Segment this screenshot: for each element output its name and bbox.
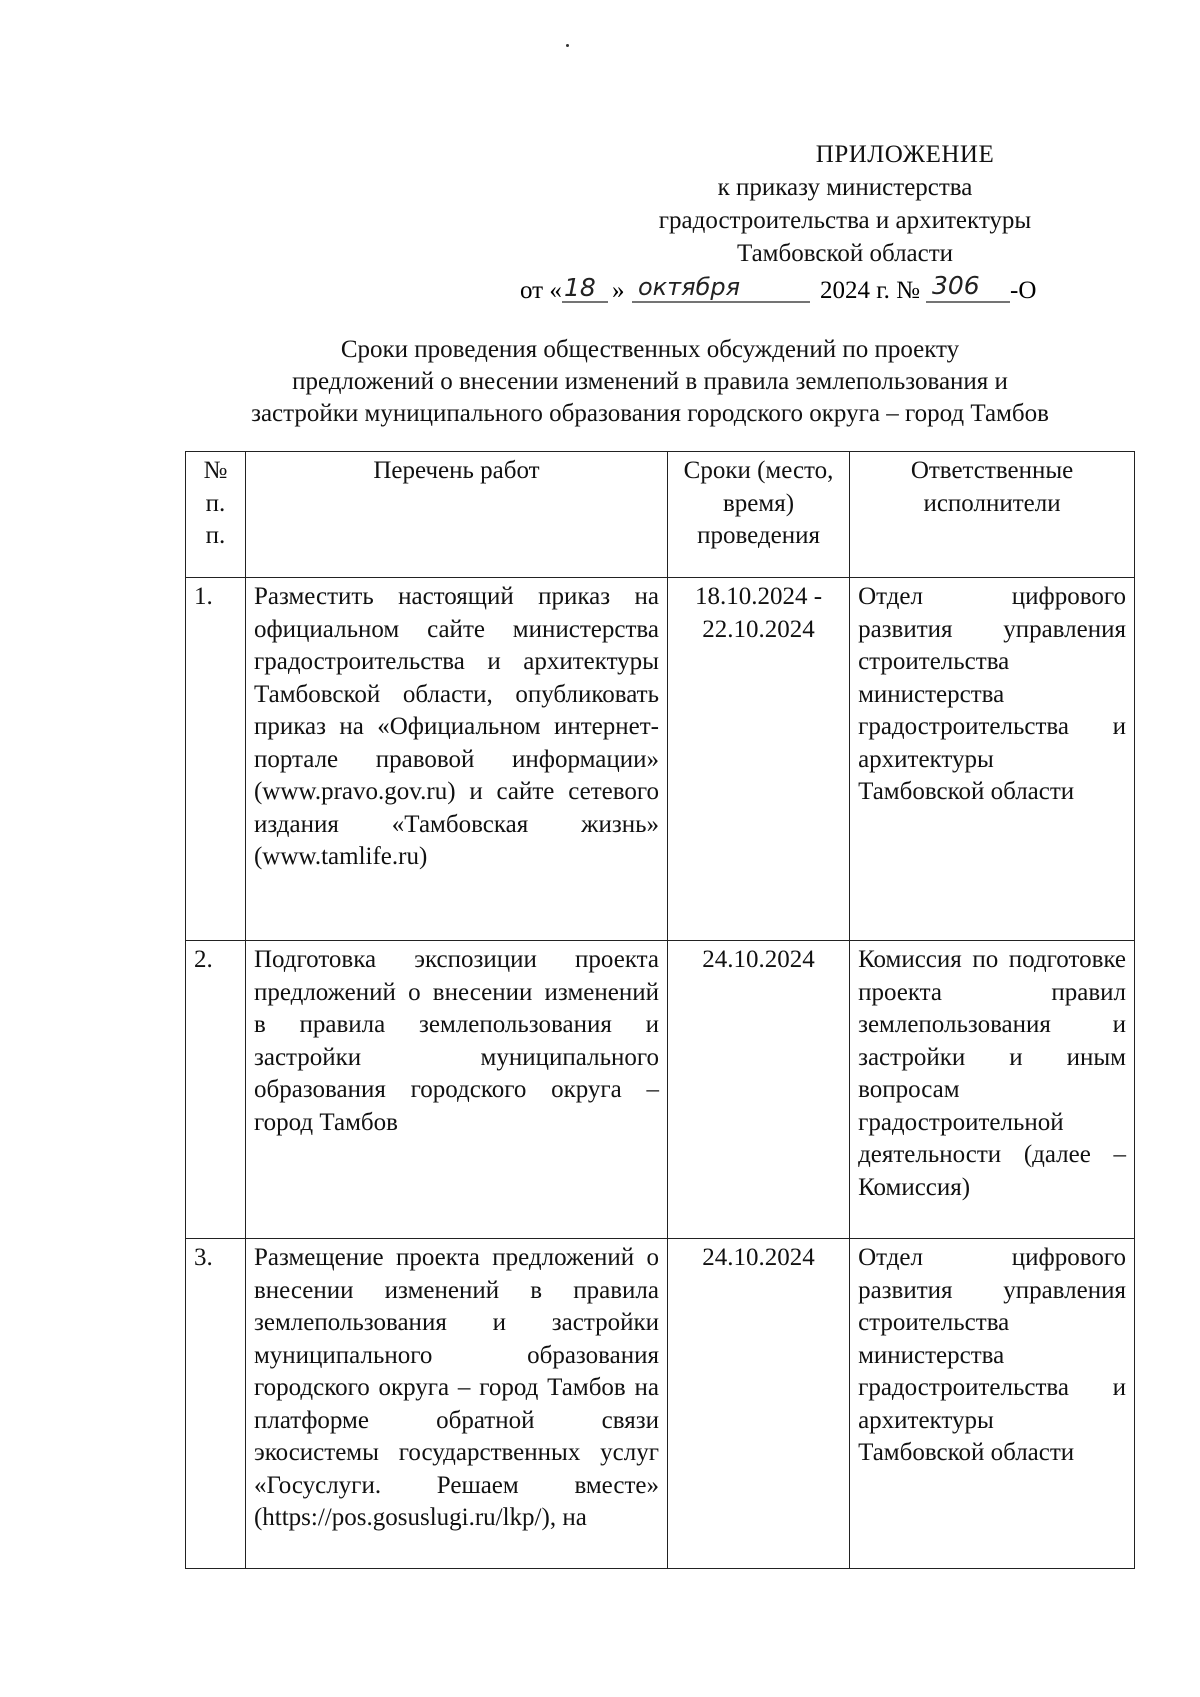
- header-works: Перечень работ: [245, 452, 667, 578]
- number-suffix: -О: [1010, 277, 1037, 304]
- document-title: [190, 334, 1110, 430]
- scan-speck: [566, 44, 569, 47]
- date-day-close: »: [612, 277, 625, 304]
- order-date-line: [520, 271, 1160, 308]
- row-dates: 24.10.2024: [667, 1239, 849, 1569]
- row-responsible: Комиссия по подготовке проекта правил землепользования и застройки и иным вопросам градостроительной деятельности (далее – Комиссия): [850, 941, 1135, 1239]
- appendix-line-3: Тамбовской области: [736, 240, 954, 267]
- table-row: [186, 1239, 1135, 1569]
- row-work: Разместить настоящий приказ на официальном сайте министерства градостроительства и архитектуры Тамбовской области, опубликовать приказ на «Официальном интернет-портале правовой информации» (www.pravo.gov.ru) и сайте сетевого издания «Тамбовская жизнь» (www.tamlife.ru): [245, 578, 667, 941]
- row-responsible: Отдел цифрового развития управления строительства министерства градостроительства и архитектуры Тамбовской области: [850, 578, 1135, 941]
- date-prefix: от «: [520, 277, 562, 304]
- table-header-row: [186, 452, 1135, 578]
- appendix-title: ПРИЛОЖЕНИЕ: [815, 141, 995, 168]
- row-number: 2.: [186, 941, 246, 1239]
- appendix-line-2: градостроительства и архитектуры: [658, 207, 1032, 234]
- handwritten-month: октября: [638, 273, 741, 301]
- appendix-block: [520, 138, 1160, 308]
- table-row: [186, 941, 1135, 1239]
- title-line-3: застройки муниципального образования городского округа – город Тамбов: [251, 400, 1049, 427]
- handwritten-number: 306: [932, 271, 980, 300]
- handwritten-day: 18: [564, 273, 596, 302]
- title-line-1: Сроки проведения общественных обсуждений по проекту: [340, 336, 960, 363]
- header-number: № п. п.: [186, 452, 246, 578]
- row-responsible: Отдел цифрового развития управления строительства министерства градостроительства и архитектуры Тамбовской области: [850, 1239, 1135, 1569]
- table-row: [186, 578, 1135, 941]
- row-work: Размещение проекта предложений о внесении изменений в правила землепользования и застройки муниципального образования городского округа – город Тамбов на платформе обратной связи экосистемы государственных услуг «Госуслуги. Решаем вместе» (https://pos.gosuslugi.ru/lkp/), на: [245, 1239, 667, 1569]
- row-dates: 24.10.2024: [667, 941, 849, 1239]
- appendix-line-1: к приказу министерства: [717, 174, 973, 201]
- row-work: Подготовка экспозиции проекта предложений о внесении изменений в правила землепользования и застройки муниципального образования городского округа – город Тамбов: [245, 941, 667, 1239]
- row-dates: 18.10.2024 - 22.10.2024: [667, 578, 849, 941]
- title-line-2: предложений о внесении изменений в правила землепользования и: [292, 368, 1008, 395]
- row-number: 1.: [186, 578, 246, 941]
- header-dates: Сроки (место, время) проведения: [667, 452, 849, 578]
- date-year: 2024 г. №: [820, 277, 921, 304]
- works-table: [185, 451, 1135, 1569]
- row-number: 3.: [186, 1239, 246, 1569]
- order-date-svg: [520, 272, 1120, 308]
- header-responsible: Ответственные исполнители: [850, 452, 1135, 578]
